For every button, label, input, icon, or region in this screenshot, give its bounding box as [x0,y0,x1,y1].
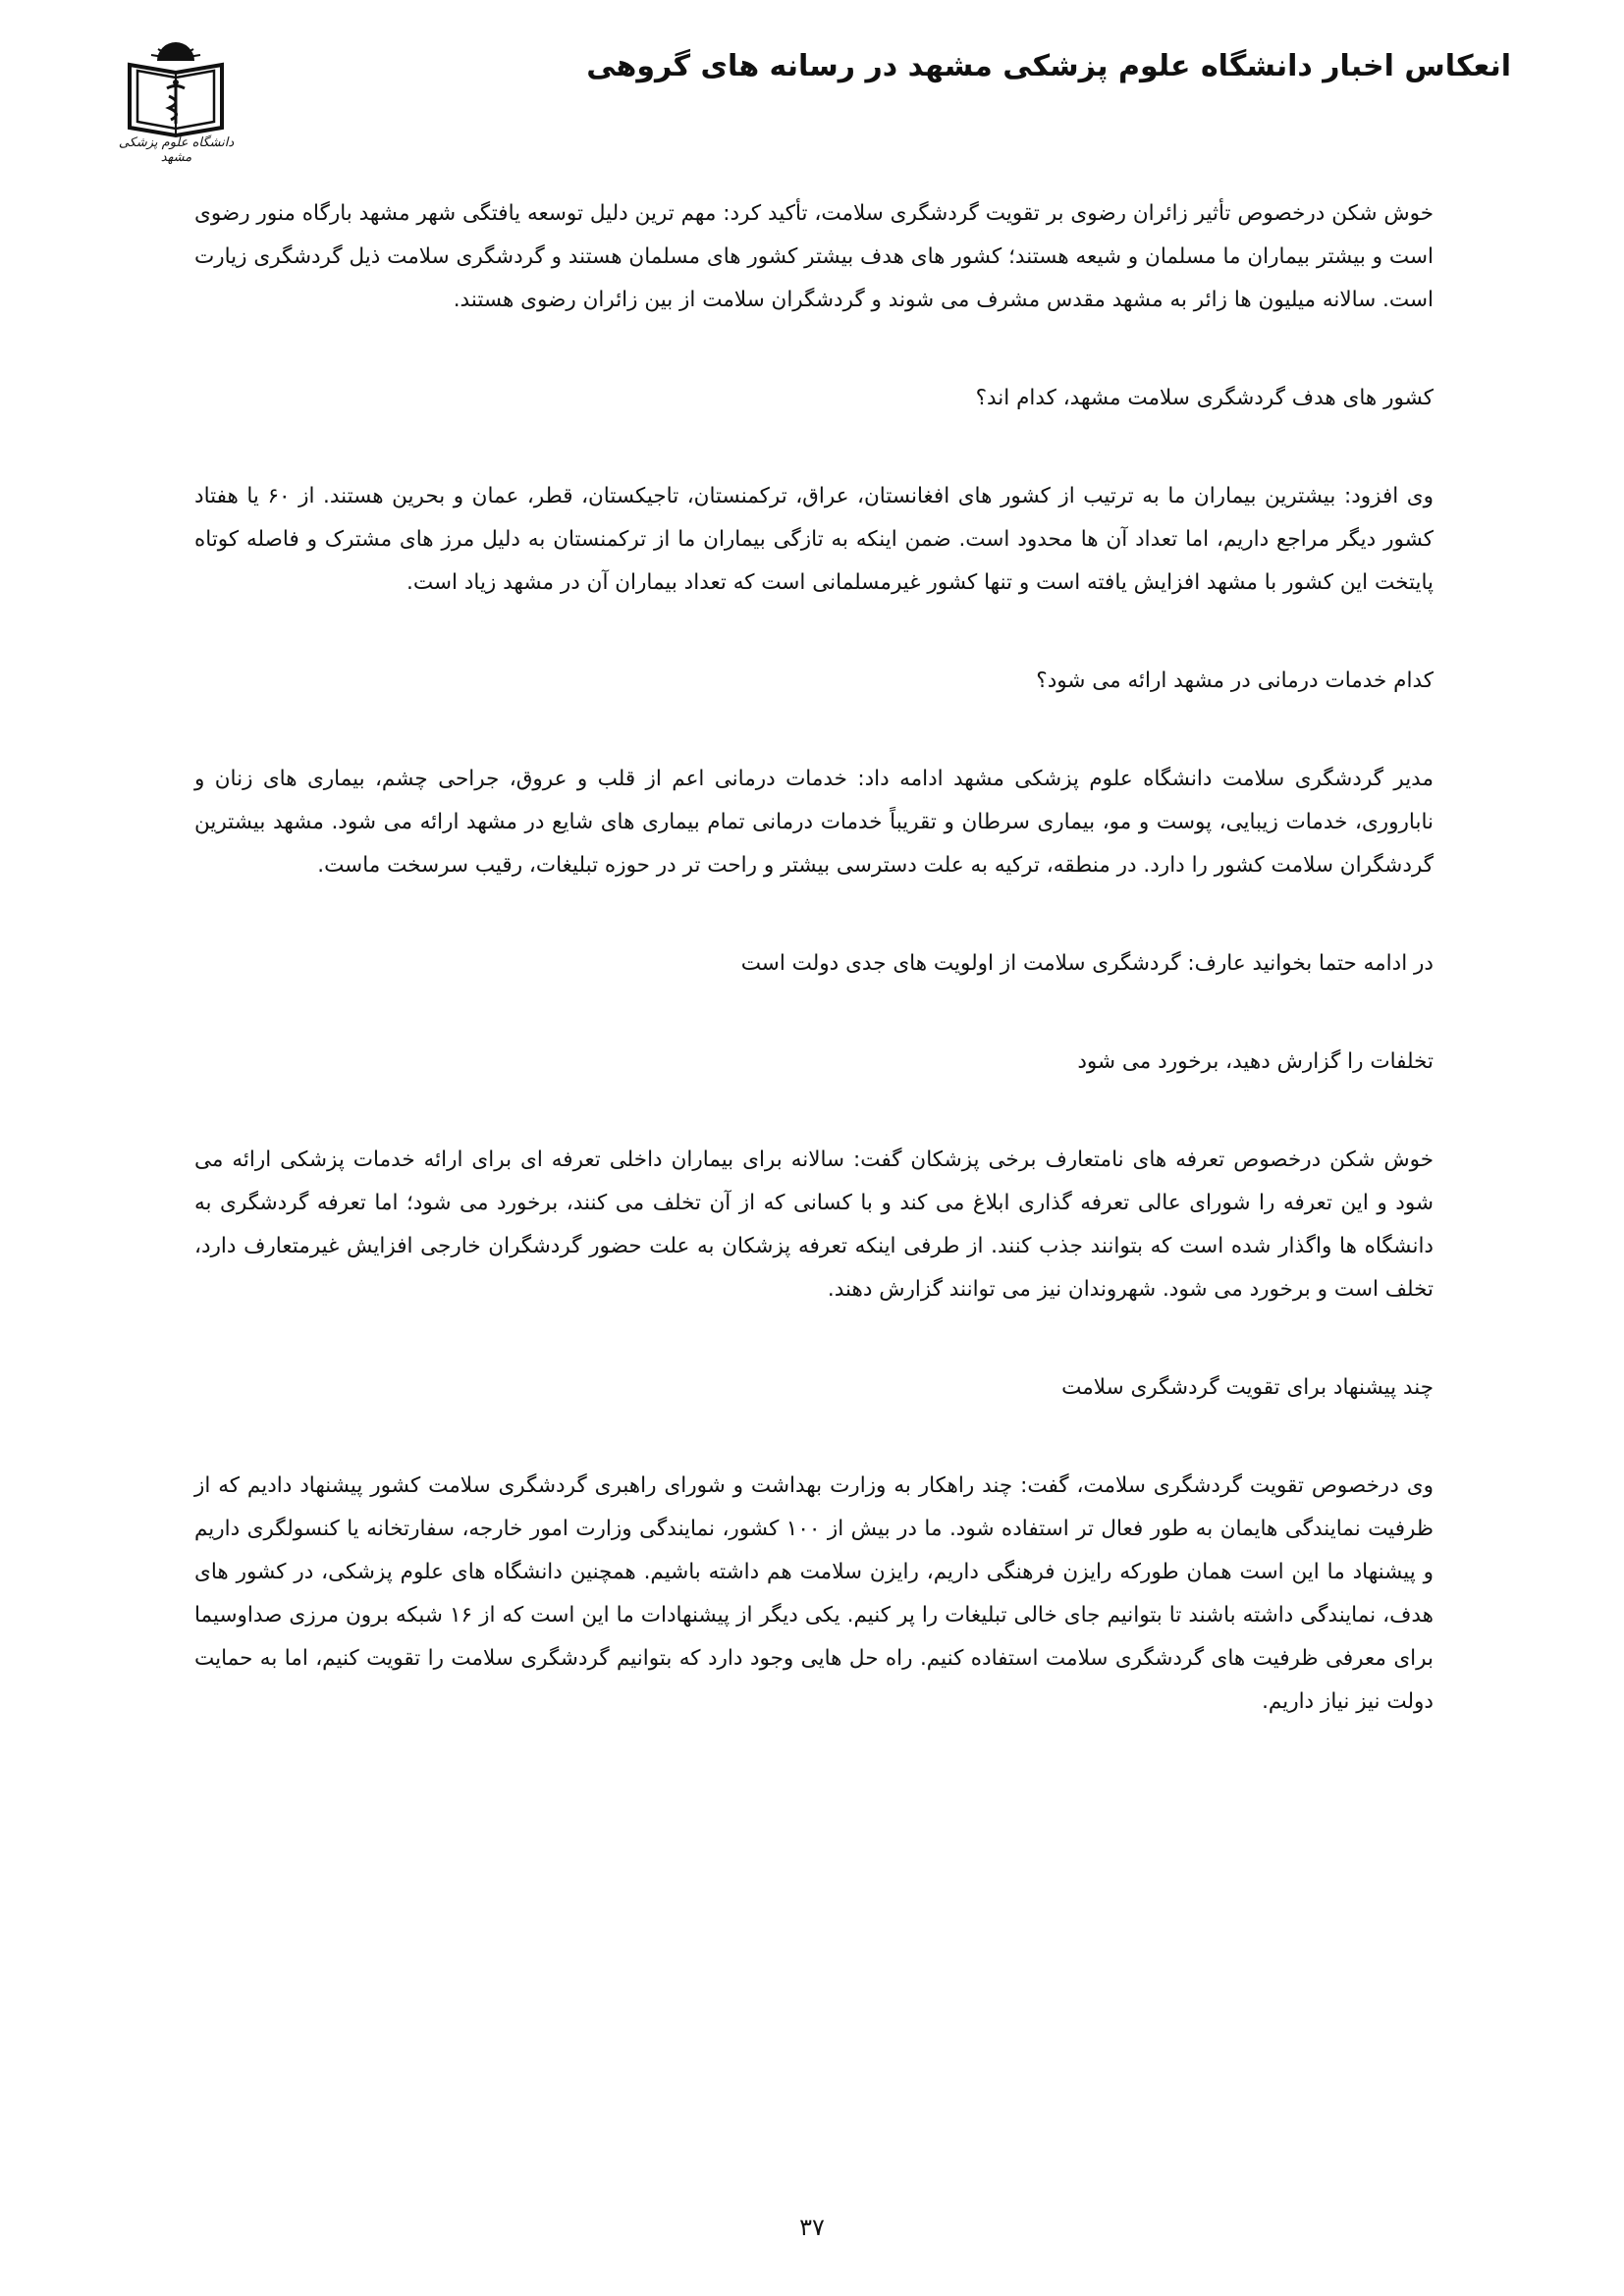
article-body [194,192,1434,1779]
paragraph: خوش شکن درخصوص تأثیر زائران رضوی بر تقویت گردشگری سلامت، تأکید کرد: مهم ترین دلیل توسعه یافتگی شهر مشهد بارگاه منور رضوی است و بیشتر بیماران ما مسلمان و شیعه هستند؛ کشور های هدف بیشتر کشور های مسلمان هستند و گردشگری سلامت ذیل گردشگری زیارت است. سالانه میلیون ها زائر به مشهد مقدس مشرف می شوند و گردشگران سلامت از بین زائران رضوی هستند. [194,201,1434,312]
paragraph: وی درخصوص تقویت گردشگری سلامت، گفت: چند راهکار به وزارت بهداشت و شورای راهبری گردشگری سلامت کشور پیشنهاد دادیم که از ظرفیت نمایندگی هایمان به طور فعال تر استفاده شود. ما در بیش از ۱۰۰ کشور، نمایندگی وزارت امور خارجه، سفارتخانه یا کنسولگری داریم و پیشنهاد ما این است همان طورکه رایزن فرهنگی داریم، رایزن سلامت هم داشته باشیم. همچنین دانشگاه های علوم پزشکی، در کشور های هدف، نمایندگی داشته باشند تا بتوانیم جای خالی تبلیغات را پر کنیم. یکی دیگر از پیشنهادات ما این است که از ۱۶ شبکه برون مرزی صداوسیما برای معرفی ظرفیت های گردشگری سلامت استفاده کنیم. راه حل هایی وجود دارد که بتوانیم گردشگری سلامت را تقویت کنیم، اما به حمایت دولت نیز نیاز داریم. [194,1473,1435,1714]
logo-caption: دانشگاه علوم پزشکی مشهد [118,135,235,165]
section-heading: تخلفات را گزارش دهید، برخورد می شود [1077,1049,1434,1074]
page-title: انعکاس اخبار دانشگاه علوم پزشکی مشهد در رسانه های گروهی [586,49,1511,83]
section-heading: چند پیشنهاد برای تقویت گردشگری سلامت [1061,1375,1434,1400]
related-link[interactable]: در ادامه حتما بخوانید عارف: گردشگری سلامت از اولویت های جدی دولت است [740,951,1434,976]
section-heading: کدام خدمات درمانی در مشهد ارائه می شود؟ [1036,668,1434,693]
paragraph: مدیر گردشگری سلامت دانشگاه علوم پزشکی مشهد ادامه داد: خدمات درمانی اعم از قلب و عروق، جراحی چشم، بیماری های زنان و ناباروری، خدمات زیبایی، پوست و مو، بیماری سرطان و تقریباً خدمات درمانی تمام بیماری های شایع در مشهد ارائه می شود. مشهد بیشترین گردشگران سلامت کشور را دارد. در منطقه، ترکیه به علت دسترسی بیشتر و راحت تر در حوزه تبلیغات، رقیب سرسخت ماست. [194,767,1434,878]
page-number: ۳۷ [799,2214,825,2241]
paragraph: خوش شکن درخصوص تعرفه های نامتعارف برخی پزشکان گفت: سالانه برای بیماران داخلی تعرفه ای برای ارائه خدمات پزشکی ارائه می شود و این تعرفه را شورای عالی تعرفه گذاری ابلاغ می کند و با کسانی که از آن تخلف می کنند، برخورد می شود؛ اما تعرفه گردشگری به دانشگاه ها واگذار شده است که بتوانند جذب کنند. از طرفی اینکه تعرفه پزشکان به علت حضور گردشگران خارجی افزایش غیرمتعارف دارد، تخلف است و برخورد می شود. شهروندان نیز می توانند گزارش دهند. [194,1148,1434,1302]
paragraph: وی افزود: بیشترین بیماران ما به ترتیب از کشور های افغانستان، عراق، ترکمنستان، تاجیکستان، قطر، عمان و بحرین هستند. از ۶۰ یا هفتاد کشور دیگر مراجع داریم، اما تعداد آن ها محدود است. ضمن اینکه به تازگی بیماران ما از ترکمنستان به دلیل مرز های مشترک و فاصله کوتاه پایتخت این کشور با مشهد افزایش یافته است و تنها کشور غیرمسلمانی است که تعداد بیماران آن در مشهد زیاد است. [194,484,1435,595]
page-header [0,0,1624,177]
section-heading: کشور های هدف گردشگری سلامت مشهد، کدام اند؟ [975,386,1434,410]
